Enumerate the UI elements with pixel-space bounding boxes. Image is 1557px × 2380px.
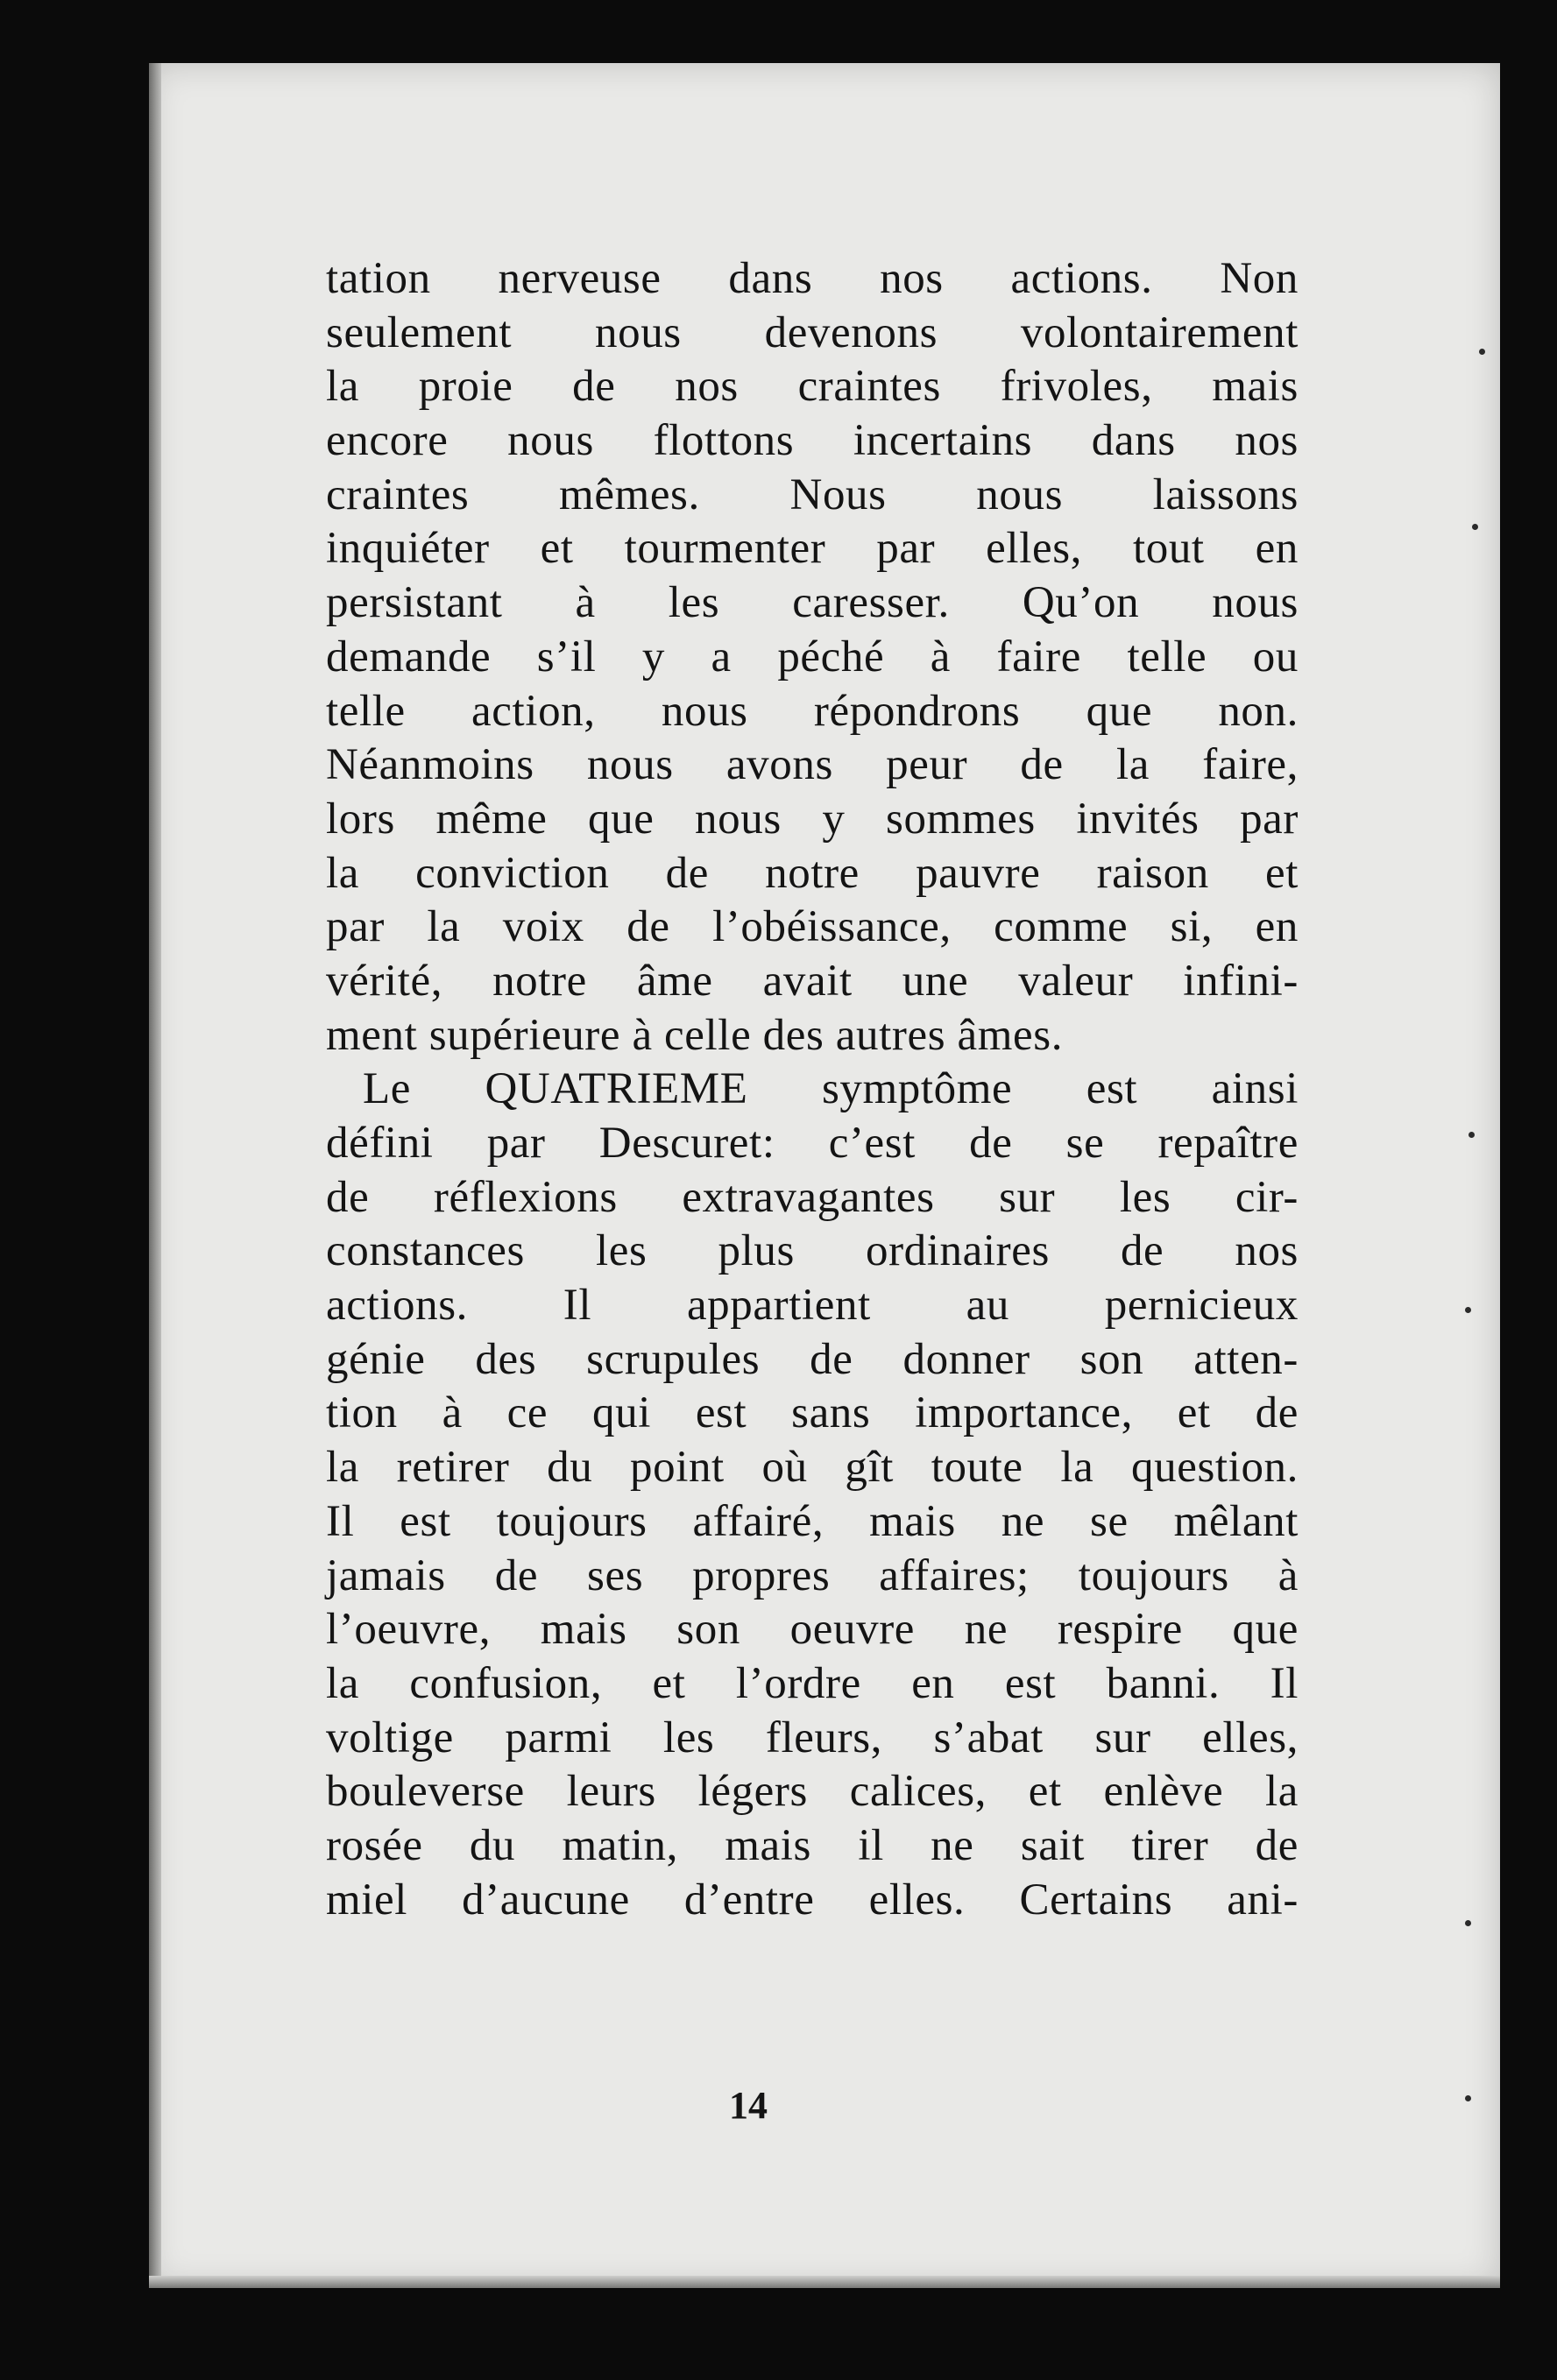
- text-line: Il est toujours affairé, mais ne se mêlant: [326, 1496, 1299, 1546]
- text-line: miel d’aucune d’entre elles. Certains ani-: [326, 1875, 1299, 1924]
- text-line: la proie de nos craintes frivoles, mais: [326, 362, 1299, 412]
- text-line: génie des scrupules de donner son atten-: [326, 1334, 1299, 1384]
- text-line: constances les plus ordinaires de nos: [326, 1226, 1299, 1276]
- text-line: tion à ce qui est sans importance, et de: [326, 1388, 1299, 1438]
- scan-speck: [1479, 349, 1485, 355]
- text-line: bouleverse leurs légers calices, et enlève la: [326, 1767, 1299, 1817]
- page-left-edge: [149, 63, 161, 2288]
- text-line: inquiéter et tourmenter par elles, tout en: [326, 524, 1299, 574]
- scan-speck: [1465, 1307, 1471, 1313]
- text-line: demande s’il y a péché à faire telle ou: [326, 632, 1299, 682]
- body-text: [326, 252, 1299, 1927]
- scan-speck: [1472, 524, 1478, 530]
- text-line: encore nous flottons incertains dans nos: [326, 416, 1299, 466]
- scan-speck: [1465, 2095, 1471, 2101]
- page-bottom-edge: [149, 2276, 1500, 2288]
- text-line: persistant à les caresser. Qu’on nous: [326, 578, 1299, 628]
- text-line: par la voix de l’obéissance, comme si, en: [326, 902, 1299, 952]
- text-line: Néanmoins nous avons peur de la faire,: [326, 740, 1299, 790]
- text-line: actions. Il appartient au pernicieux: [326, 1281, 1299, 1331]
- scan-speck: [1465, 1920, 1471, 1926]
- paragraph-start-line: Le QUATRIEME symptôme est ainsi: [363, 1064, 1299, 1114]
- text-line: de réflexions extravagantes sur les cir-: [326, 1172, 1299, 1222]
- text-line: lors même que nous y sommes invités par: [326, 794, 1299, 844]
- text-line: rosée du matin, mais il ne sait tirer de: [326, 1820, 1299, 1870]
- text-line: craintes mêmes. Nous nous laissons: [326, 470, 1299, 519]
- text-line: vérité, notre âme avait une valeur infini-: [326, 956, 1299, 1006]
- scan-speck: [1469, 1132, 1475, 1138]
- text-line: ment supérieure à celle des autres âmes.: [326, 1010, 1064, 1060]
- text-line: telle action, nous répondrons que non.: [326, 686, 1299, 736]
- page-number: 14: [729, 2084, 768, 2127]
- text-line: défini par Descuret: c’est de se repaître: [326, 1119, 1299, 1168]
- text-line: voltige parmi les fleurs, s’abat sur elles,: [326, 1713, 1299, 1762]
- text-line: seulement nous devenons volontairement: [326, 307, 1299, 357]
- text-line: l’oeuvre, mais son oeuvre ne respire que: [326, 1605, 1299, 1655]
- text-line: la conviction de notre pauvre raison et: [326, 848, 1299, 898]
- text-line: jamais de ses propres affaires; toujours à: [326, 1550, 1299, 1600]
- text-line: tation nerveuse dans nos actions. Non: [326, 254, 1299, 303]
- text-line: la retirer du point où gît toute la question.: [326, 1443, 1299, 1493]
- text-line: la confusion, et l’ordre en est banni. Il: [326, 1658, 1299, 1708]
